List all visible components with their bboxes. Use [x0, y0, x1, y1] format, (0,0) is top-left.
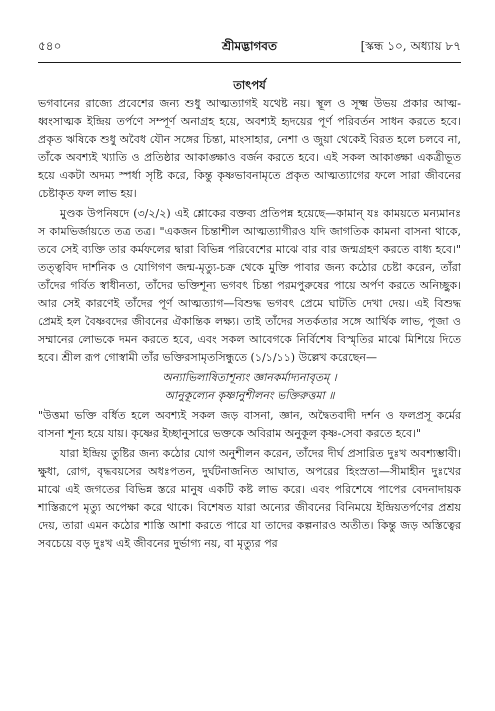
sanskrit-verse	[38, 369, 461, 405]
verse-line-1: অন্যাভিলাষিতাশূন্যং জ্ঞানকর্মাদ্যনাবৃতম্‌ ।	[162, 371, 337, 384]
verse-translation: "উত্তমা ভক্তি বর্ধিত হলে অবশ্যই সকল জড় বাসনা, জ্ঞান, অদ্বৈতবাদী দর্শন ও ফলপ্রসূ কর্মের বাসনা শূন্য হয়ে যায়। কৃষ্ণের ইচ্ছানুসারে ভক্তকে অবিরাম অনুকূল কৃষ্ণ-সেবা করতে হবে।"	[38, 409, 461, 440]
verse-line-2: আনুকূল্যেন কৃষ্ণানুশীলনং ভক্তিরুত্তমা ॥	[164, 389, 335, 402]
page-header	[38, 36, 461, 56]
chapter-reference: [স্কন্ধ ১০, অধ্যায় ৮৭	[360, 39, 461, 53]
book-title: শ্রীমদ্ভাগবত	[221, 39, 277, 53]
section-title: তাৎপর্য	[233, 78, 266, 92]
page-number: ৫৪০	[38, 39, 62, 53]
purport-paragraph-3: যারা ইন্দ্রিয় তুষ্টির জন্য কঠোর যোগ অনুশীলন করেন, তাঁদের দীর্ঘ প্রসারিত দুঃখ অবশ্যম্ভাবী। ক্ষুধা, রোগ, বৃদ্ধবয়সের অধঃপতন, দুর্ঘটনাজনিত আঘাত, অপরের হিংস্রতা—সীমাহীন দুঃখের মাঝে এই জগতের বিভিন্ন স্তরে মানুষ একটি কষ্ট লাভ করে। এবং পরিশেষে পাপের বেদনাদায়ক শাস্তিরূপে মৃত্যু অপেক্ষা করে থাকে। বিশেষত যারা অন্যের জীবনের বিনিময়ে ইন্দ্রিয়তর্পণের প্রশ্রয় দেয়, তারা এমন কঠোর শাস্তি আশা করতে পারে যা তাদের কল্পনারও অতীত। কিন্তু জড় অস্তিত্বের সবচেয়ে বড় দুঃখ এই জীবনের দুর্ভাগ্য নয়, বা মৃত্যুর পর	[38, 447, 461, 550]
purport-paragraph-1: ভগবানের রাজ্যে প্রবেশের জন্য শুধু আত্মত্যাগই যথেষ্ট নয়। স্থূল ও সূক্ষ্ম উভয় প্রকার আত্ম-ধ্বংসাত্মক ইন্দ্রিয় তর্পণে সম্পূর্ণ অনাগ্রহ হয়ে, অবশ্যই হৃদয়ের পূর্ণ পরিবর্তন সাধন করতে হবে। প্রকৃত ঋষিকে শুধু অবৈধ যৌন সঙ্গের চিন্তা, মাংসাহার, নেশা ও জুয়া থেকেই বিরত হলে চলবে না, তাঁকে অবশ্যই খ্যাতি ও প্রতিষ্ঠার আকাঙ্ক্ষাও বর্জন করতে হবে। এই সকল আকাঙ্ক্ষা একত্রীভূত হয়ে একটা অদম্য স্পর্ধা সৃষ্টি করে, কিন্তু কৃষ্ণভাবনামৃতে প্রকৃত আত্মত্যাগের ফলে সারা জীবনের চেষ্টাকৃত ফল লাভ হয়।	[38, 97, 461, 200]
header-rule	[38, 62, 461, 63]
purport-paragraph-2: মুণ্ডক উপনিষদে (৩/২/২) এই শ্লোকের বক্তব্য প্রতিপন্ন হয়েছে—কামান্‌ যঃ কাময়তে মন্যমানঃ স কামভির্জায়তে তত্র তত্র। "একজন চিন্তাশীল আত্মত্যাগীরও যদি জাগতিক কামনা বাসনা থাকে, তবে সেই ব্যক্তি তার কর্মফলের দ্বারা বিভিন্ন পরিবেশের মাঝে বার বার জন্মগ্রহণ করতে বাধ্য হবে।" তত্ত্ববিদ দার্শনিক ও যোগিগণ জন্ম-মৃত্যু-চক্র থেকে মুক্তি পাবার জন্য কঠোর চেষ্টা করেন, তাঁরা তাঁদের গর্বিত স্বাধীনতা, তাঁদের ভক্তিশূন্য ভগবৎ চিন্তা পরমপুরুষের পায়ে অর্পণ করতে অনিচ্ছুক। আর সেই কারণেই তাঁদের পূর্ণ আত্মত্যাগ—বিশুদ্ধ ভগবৎ প্রেমে ঘাটতি দেখা দেয়। এই বিশুদ্ধ প্রেমই হল বৈষ্ণবদের জীবনের ঐকান্তিক লক্ষ্য। তাই তাঁদের সতর্কতার সঙ্গে আর্থিক লাভ, পূজা ও সম্মানের লোভকে দমন করতে হবে, এবং সকল আবেগকে নির্বিশেষ বিস্মৃতির মাঝে মিশিয়ে দিতে হবে। শ্রীল রূপ গোস্বামী তাঁর ভক্তিরসামৃতসিন্ধুতে (১/১/১১) উল্লেখ করেছেন—	[38, 207, 461, 364]
